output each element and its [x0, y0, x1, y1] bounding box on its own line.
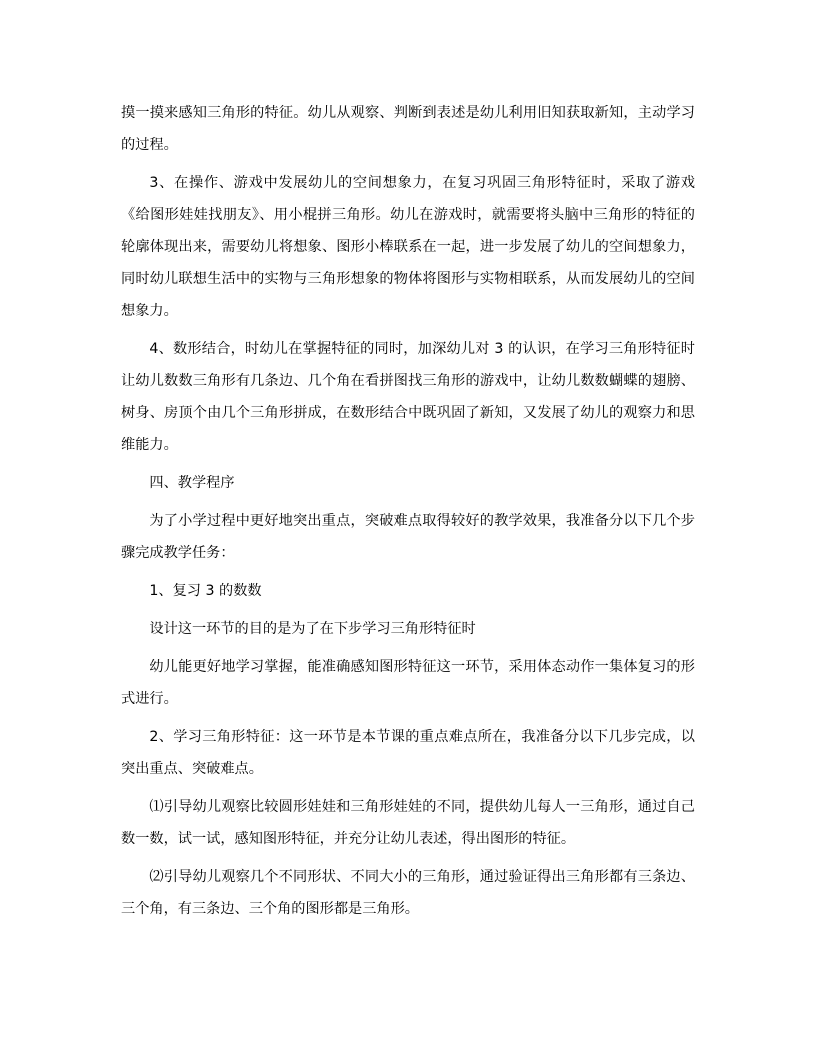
paragraph-5: 设计这一环节的目的是为了在下步学习三角形特征时 [149, 621, 476, 637]
document-body [121, 97, 695, 931]
paragraph-4: 为了小学过程中更好地突出重点，突破难点取得较好的教学效果，我准备分以下几个步骤完成教学任务： [121, 513, 695, 561]
paragraph-2: 3、在操作、游戏中发展幼儿的空间想象力，在复习巩固三角形特征时，采取了游戏《给图形娃娃找朋友》、用小棍拼三角形。幼儿在游戏时，就需要将头脑中三角形的特征的轮廓体现出来，需要幼儿将想象、图形小棒联系在一起，进一步发展了幼儿的空间想象力，同时幼儿联想生活中的实物与三角形想象的物体将图形与实物相联系，从而发展幼儿的空间想象力。 [121, 175, 695, 319]
sub-step-2: ⑵引导幼儿观察几个不同形状、不同大小的三角形，通过验证得出三角形都有三条边、三个角，有三条边、三个角的图形都是三角形。 [121, 869, 695, 917]
paragraph-1: 摸一摸来感知三角形的特征。幼儿从观察、判断到表述是幼儿利用旧知获取新知，主动学习的过程。 [121, 105, 695, 153]
paragraph-6: 幼儿能更好地学习掌握，能准确感知图形特征这一环节，采用体态动作一集体复习的形式进行。 [121, 659, 695, 707]
step-heading-1: 1、复习 3 的数数 [149, 583, 262, 599]
sub-step-1: ⑴引导幼儿观察比较圆形娃娃和三角形娃娃的不同，提供幼儿每人一三角形，通过自己数一数，试一试，感知图形特征，并充分让幼儿表述，得出图形的特征。 [121, 799, 695, 847]
step-heading-2: 2、学习三角形特征：这一环节是本节课的重点难点所在，我准备分以下几步完成，以突出重点、突破难点。 [121, 729, 695, 777]
section-heading: 四、教学程序 [149, 475, 235, 491]
paragraph-3: 4、数形结合，时幼儿在掌握特征的同时，加深幼儿对 3 的认识，在学习三角形特征时让幼儿数数三角形有几条边、几个角在看拼图找三角形的游戏中，让幼儿数数蝴蝶的翅膀、树身、房顶个由几个三角形拼成，在数形结合中既巩固了新知，又发展了幼儿的观察力和思维能力。 [121, 341, 695, 453]
